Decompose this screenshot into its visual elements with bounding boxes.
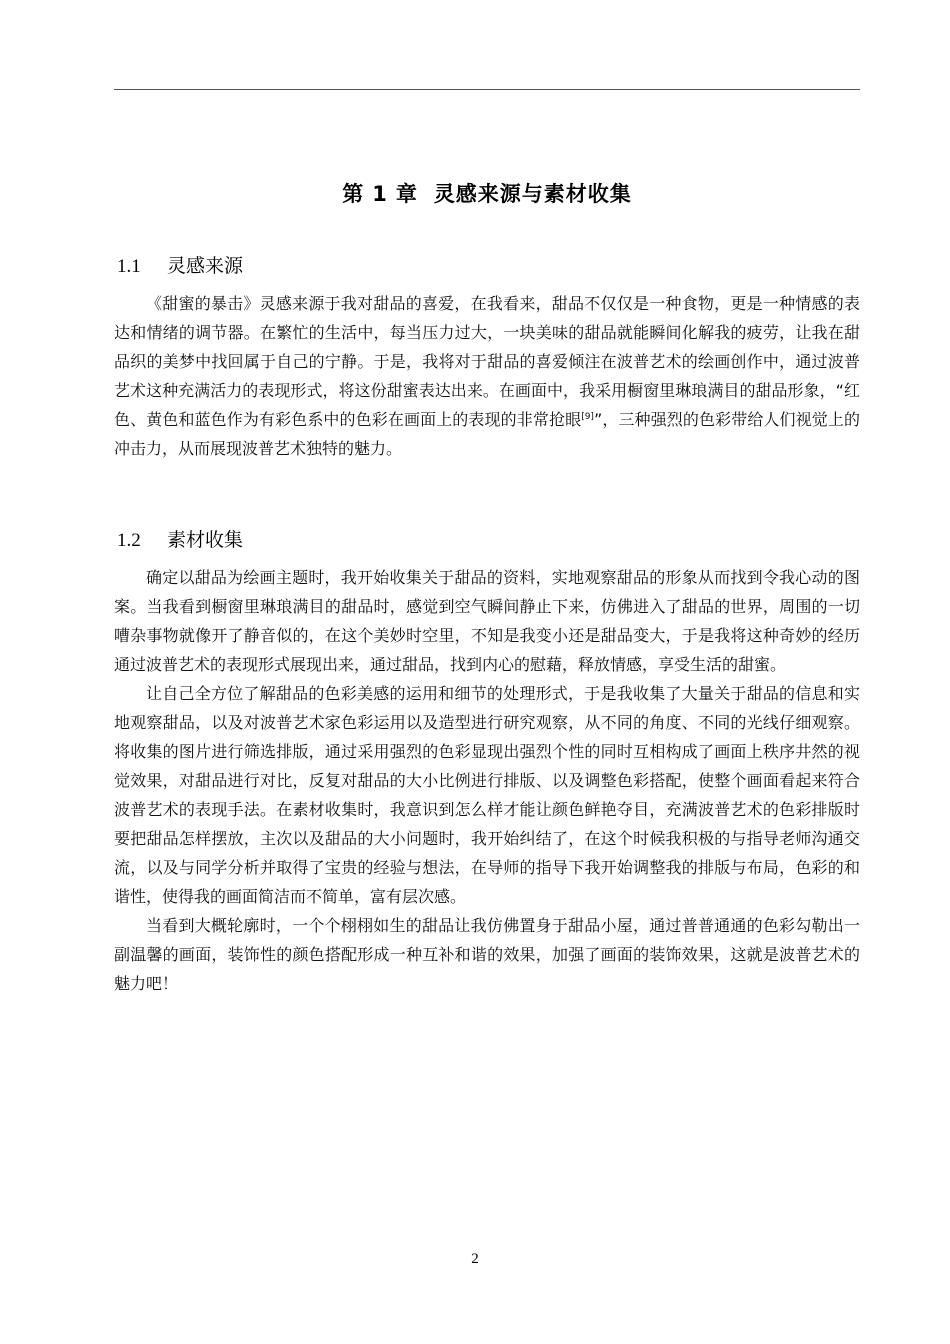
section-body-1-2 <box>114 563 860 998</box>
chapter-suffix: 章 <box>395 182 418 206</box>
section-number: 1.2 <box>117 530 141 551</box>
paragraph: 当看到大概轮廓时，一个个栩栩如生的甜品让我仿佛置身于甜品小屋，通过普普通通的色彩勾勒出一副温馨的画面，装饰性的颜色搭配形成一种互补和谐的效果，加强了画面的装饰效果，这就是波普艺术的魅力吧！ <box>114 916 860 993</box>
section-heading-1-2 <box>117 525 243 552</box>
section-body-1-1 <box>114 289 860 463</box>
paragraph-text-continued: ”，三种强烈的色彩带给人们视觉上的冲击力，从而展现波普艺术独特的魅力。 <box>114 410 860 458</box>
section-title: 素材收集 <box>167 529 244 551</box>
paragraph: 确定以甜品为绘画主题时，我开始收集关于甜品的资料，实地观察甜品的形象从而找到令我心动的图案。当我看到橱窗里琳琅满目的甜品时，感觉到空气瞬间静止下来，仿佛进入了甜品的世界，周围的一切嘈杂事物就像开了静音似的，在这个美妙时空里，不知是我变小还是甜品变大，于是我将这种奇妙的经历通过波普艺术的表现形式展现出来，通过甜品，找到内心的慰藉，释放情感，享受生活的甜蜜。 <box>114 568 860 674</box>
paragraph: 让自己全方位了解甜品的色彩美感的运用和细节的处理形式，于是我收集了大量关于甜品的信息和实地观察甜品，以及对波普艺术家色彩运用以及造型进行研究观察，从不同的角度、不同的光线仔细观察。将收集的图片进行筛选排版，通过采用强烈的色彩显现出强烈个性的同时互相构成了画面上秩序井然的视觉效果，对甜品进行对比，反复对甜品的大小比例进行排版、以及调整色彩搭配，使整个画面看起来符合波普艺术的表现手法。在素材收集时，我意识到怎么样才能让颜色鲜艳夺目，充满波普艺术的色彩排版时要把甜品怎样摆放，主次以及甜品的大小问题时，我开始纠结了，在这个时候我积极的与指导老师沟通交流，以及与同学分析并取得了宝贵的经验与想法，在导师的指导下我开始调整我的排版与布局，色彩的和谐性，使得我的画面简洁而不简单，富有层次感。 <box>114 684 860 906</box>
citation-reference: [9] <box>581 412 594 422</box>
header-rule <box>114 89 860 90</box>
section-heading-1-1 <box>117 251 243 278</box>
chapter-number: 1 <box>372 182 388 206</box>
paragraph <box>114 289 860 463</box>
chapter-prefix: 第 <box>342 182 365 206</box>
paragraph-text: 《甜蜜的暴击》灵感来源于我对甜品的喜爱，在我看来，甜品不仅仅是一种食物，更是一种情感的表达和情绪的调节器。在繁忙的生活中，每当压力过大，一块美味的甜品就能瞬间化解我的疲劳，让我在甜品织的美梦中找回属于自己的宁静。于是，我将对于甜品的喜爱倾注在波普艺术的绘画创作中，通过波普艺术这种充满活力的表现形式，将这份甜蜜表达出来。在画面中，我采用橱窗里琳琅满目的甜品形象，“红色、黄色和蓝色作为有彩色系中的色彩在画面上的表现的非常抢眼 <box>114 294 860 429</box>
page-number: 2 <box>471 1251 479 1267</box>
section-number: 1.1 <box>117 256 141 277</box>
chapter-title <box>114 178 860 208</box>
chapter-title-text: 灵感来源与素材收集 <box>433 182 632 206</box>
section-title: 灵感来源 <box>167 255 244 277</box>
